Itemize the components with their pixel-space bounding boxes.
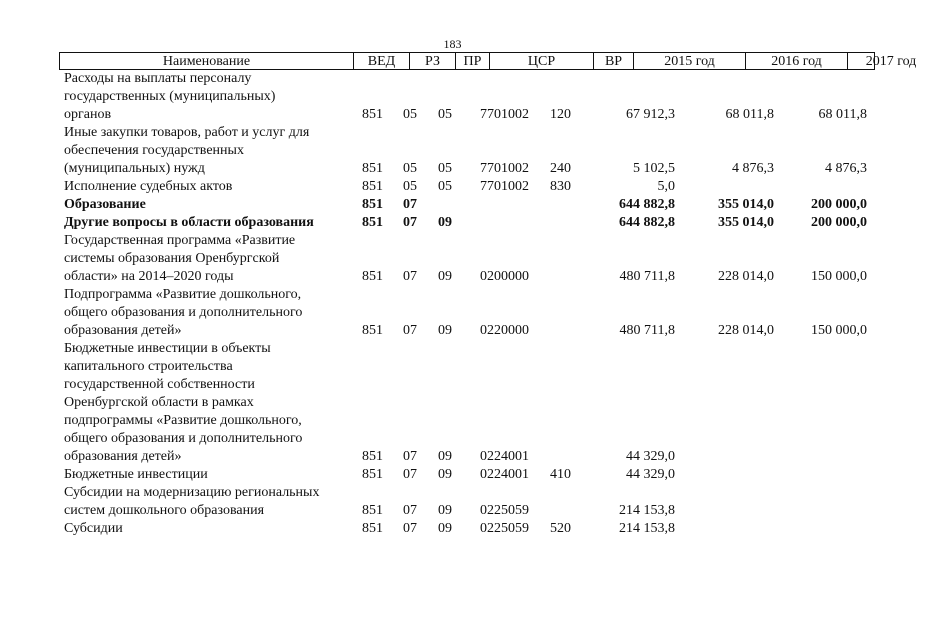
row-ved: 851 <box>362 107 383 122</box>
header-name: Наименование <box>60 53 354 69</box>
row-name: Бюджетные инвестиции <box>64 467 208 482</box>
table-row <box>0 520 905 538</box>
row-2016: 355 014,0 <box>718 197 774 212</box>
row-csr: 0225059 <box>480 503 529 518</box>
page-number: 183 <box>443 37 462 51</box>
table-header <box>59 52 917 70</box>
table-row <box>0 484 905 520</box>
row-name: Подпрограмма «Развитие дошкольного, общего образования и дополнительного образования детей» <box>64 287 303 338</box>
row-pr: 09 <box>438 269 452 284</box>
row-pr: 05 <box>438 107 452 122</box>
row-name: Расходы на выплаты персоналу государственных (муниципальных) органов <box>64 71 276 122</box>
row-2015: 644 882,8 <box>619 215 675 230</box>
row-name: Бюджетные инвестиции в объекты капитального строительства государственной собственности Оренбургской области в рамках подпрограммы «Развитие дошкольного, общего образования и дополнительного образования детей» <box>64 341 303 464</box>
row-csr: 7701002 <box>480 107 529 122</box>
row-2016: 68 011,8 <box>725 107 774 122</box>
row-csr: 0224001 <box>480 467 529 482</box>
row-pr: 09 <box>438 215 452 230</box>
row-pr: 09 <box>438 503 452 518</box>
row-csr: 0225059 <box>480 521 529 536</box>
row-2017: 4 876,3 <box>825 161 867 176</box>
row-rz: 07 <box>403 323 417 338</box>
header-ved: ВЕД <box>354 53 410 69</box>
row-2016: 4 876,3 <box>732 161 774 176</box>
row-vr: 240 <box>550 161 571 176</box>
row-2017: 200 000,0 <box>811 215 867 230</box>
row-rz: 07 <box>403 269 417 284</box>
header-2015: 2015 год <box>634 53 746 69</box>
row-rz: 07 <box>403 521 417 536</box>
row-vr: 830 <box>550 179 571 194</box>
row-rz: 07 <box>403 449 417 464</box>
table-row <box>0 196 905 214</box>
row-rz: 05 <box>403 161 417 176</box>
row-2017: 150 000,0 <box>811 269 867 284</box>
row-ved: 851 <box>362 179 383 194</box>
row-ved: 851 <box>362 215 383 230</box>
header-2016: 2016 год <box>746 53 848 69</box>
row-vr: 120 <box>550 107 571 122</box>
row-2015: 214 153,8 <box>619 503 675 518</box>
row-csr: 0200000 <box>480 269 529 284</box>
row-pr: 09 <box>438 521 452 536</box>
row-rz: 05 <box>403 107 417 122</box>
table-row <box>0 124 905 178</box>
row-csr: 7701002 <box>480 179 529 194</box>
row-ved: 851 <box>362 449 383 464</box>
header-rz: РЗ <box>410 53 456 69</box>
row-vr: 410 <box>550 467 571 482</box>
row-ved: 851 <box>362 323 383 338</box>
header-vr: ВР <box>594 53 634 69</box>
row-ved: 851 <box>362 269 383 284</box>
row-csr: 0220000 <box>480 323 529 338</box>
row-rz: 07 <box>403 215 417 230</box>
table-row <box>0 178 905 196</box>
row-2015: 480 711,8 <box>619 269 675 284</box>
row-vr: 520 <box>550 521 571 536</box>
header-2017: 2017 год <box>865 54 917 69</box>
table-row <box>0 70 905 124</box>
row-csr: 7701002 <box>480 161 529 176</box>
row-rz: 07 <box>403 503 417 518</box>
row-2015: 5,0 <box>657 179 675 194</box>
table-row <box>0 286 905 340</box>
row-csr: 0224001 <box>480 449 529 464</box>
row-2017: 68 011,8 <box>818 107 867 122</box>
row-2016: 355 014,0 <box>718 215 774 230</box>
row-rz: 07 <box>403 467 417 482</box>
row-name: Субсидии на модернизацию региональных систем дошкольного образования <box>64 485 320 518</box>
row-2015: 644 882,8 <box>619 197 675 212</box>
row-2015: 480 711,8 <box>619 323 675 338</box>
row-ved: 851 <box>362 197 383 212</box>
header-csr: ЦСР <box>490 53 594 69</box>
table-row <box>0 232 905 286</box>
row-name: Субсидии <box>64 521 123 536</box>
row-pr: 09 <box>438 467 452 482</box>
row-pr: 05 <box>438 161 452 176</box>
row-name: Государственная программа «Развитие системы образования Оренбургской области» на 2014–2020 годы <box>64 233 296 284</box>
row-name: Исполнение судебных актов <box>64 179 233 194</box>
row-2016: 228 014,0 <box>718 323 774 338</box>
row-2015: 44 329,0 <box>626 467 675 482</box>
row-ved: 851 <box>362 503 383 518</box>
row-ved: 851 <box>362 467 383 482</box>
table-row <box>0 340 905 466</box>
row-2016: 228 014,0 <box>718 269 774 284</box>
header-pr: ПР <box>456 53 490 69</box>
row-pr: 05 <box>438 179 452 194</box>
row-ved: 851 <box>362 161 383 176</box>
row-2017: 200 000,0 <box>811 197 867 212</box>
row-2015: 5 102,5 <box>633 161 675 176</box>
row-rz: 05 <box>403 179 417 194</box>
row-name: Другие вопросы в области образования <box>64 215 314 230</box>
row-2017: 150 000,0 <box>811 323 867 338</box>
row-2015: 67 912,3 <box>626 107 675 122</box>
row-ved: 851 <box>362 521 383 536</box>
row-pr: 09 <box>438 323 452 338</box>
row-pr: 09 <box>438 449 452 464</box>
row-name: Образование <box>64 197 146 212</box>
row-rz: 07 <box>403 197 417 212</box>
row-name: Иные закупки товаров, работ и услуг для обеспечения государственных (муниципальных) нужд <box>64 125 310 176</box>
row-2015: 214 153,8 <box>619 521 675 536</box>
table-body <box>0 70 905 538</box>
row-2015: 44 329,0 <box>626 449 675 464</box>
table-row <box>0 466 905 484</box>
table-row <box>0 214 905 232</box>
